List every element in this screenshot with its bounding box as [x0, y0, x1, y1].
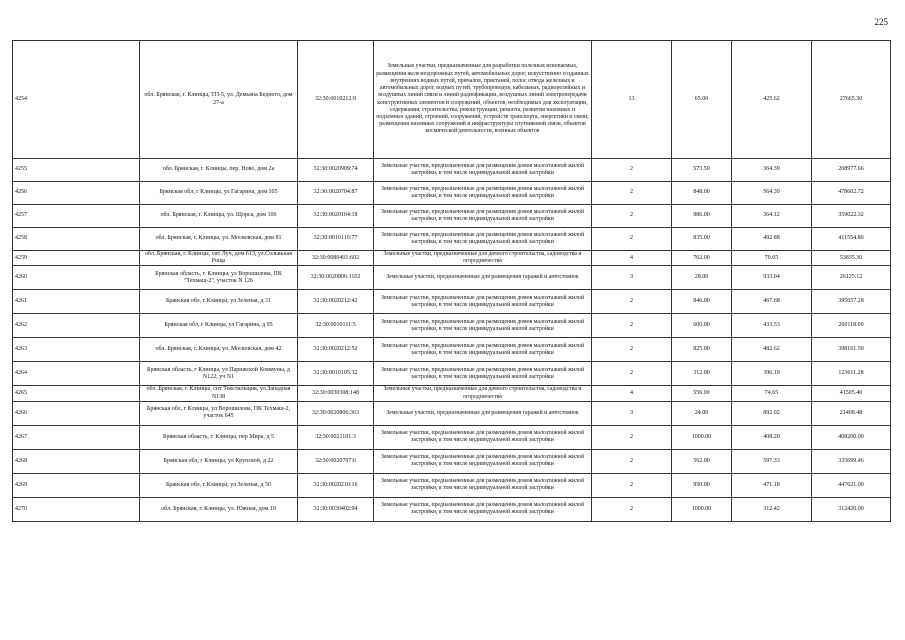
row-number: 4259	[13, 251, 140, 266]
address-cell: обл. Брянская, г. Клинцы, снт Луч, дом 613, ул.Сольвьная Роща	[140, 251, 298, 266]
land-use-cell: Земельные участки, предназначенные для размещения гаражей и автостоянок	[374, 266, 592, 290]
row-number: 4255	[13, 159, 140, 182]
area-cell: 1000.00	[672, 497, 732, 521]
area-cell: 848.00	[672, 182, 732, 205]
specific-value-cell: 396.19	[732, 362, 812, 386]
table-row	[13, 251, 891, 266]
table-row	[13, 159, 891, 182]
address-cell: Брянская область, г Клинцы, ул Парижской Коммуны, д N122, уч N1	[140, 362, 298, 386]
row-number: 4262	[13, 314, 140, 338]
cadastral-value-cell: 447621.00	[812, 473, 891, 497]
table-row	[13, 473, 891, 497]
specific-value-cell: 408.20	[732, 425, 812, 449]
land-use-cell: Земельные участки, предназначенные для размещения домов малоэтажной жилой застройки, в том числе индивидуальной жилой застройки	[374, 182, 592, 205]
table-row	[13, 205, 891, 228]
use-group-cell: 2	[592, 425, 672, 449]
table-row	[13, 41, 891, 159]
cadastral-number-cell: 32:30:0030308:148	[298, 386, 374, 401]
address-cell: обл. Брянская, г. Клинцы, ТП-5, ул. Демьяна Бедного, дом 27-а	[140, 41, 298, 159]
table-row	[13, 425, 891, 449]
specific-value-cell: 312.42	[732, 497, 812, 521]
address-cell: Брянская обл, г Клинцы, ул Гагарина, д 95	[140, 314, 298, 338]
table-row	[13, 497, 891, 521]
use-group-cell: 4	[592, 386, 672, 401]
cadastral-value-cell: 260118.00	[812, 314, 891, 338]
cadastral-number-cell: 32:30:0010212:9	[298, 41, 374, 159]
specific-value-cell: 482.62	[732, 338, 812, 362]
land-use-cell: Земельные участки, предназначенные для размещения домов малоэтажной жилой застройки, в том числе индивидуальной жилой застройки	[374, 449, 592, 473]
address-cell: Брянская обл, г Клинцы, ул Ворошилова, ПК Техмаш-2, участок 645	[140, 401, 298, 425]
use-group-cell: 2	[592, 362, 672, 386]
land-use-cell: Земельные участки, предназначенные для разработки полезных ископаемых, размещения железнодорожных путей, автомобильных дорог, искусственно созданных внутренних водных путей, причалов, пристаней, полос отвода железных и автомобильных дорог, водных путей, трубопроводов, кабельных, радиорелейных и воздушных линий связи и линий радиофикации, воздушных линий электропередачи конструктивных элементов и сооружений, объектов, необходимых для эксплуатации, содержания, строительства, реконструкции, ремонта, развития наземных и подземных зданий, строений, сооружений, устройств транспорта, энергетики и связи; размещения наземных сооружений и инфраструктуры спутниковой связи, объектов космической деятельности, военных объектов	[374, 41, 592, 159]
use-group-cell: 2	[592, 182, 672, 205]
cadastral-value-cell: 41505.40	[812, 386, 891, 401]
cadastral-number-cell: 32:30:0020909:74	[298, 159, 374, 182]
cadastral-value-cell: 26125.12	[812, 266, 891, 290]
cadastral-number-cell: 32:30:0080401:602	[298, 251, 374, 266]
row-number: 4256	[13, 182, 140, 205]
cadastral-value-cell: 408200.00	[812, 425, 891, 449]
cadastral-value-cell: 27665.30	[812, 41, 891, 159]
row-number: 4264	[13, 362, 140, 386]
land-use-cell: Земельные участки, предназначенные для размещения домов малоэтажной жилой застройки, в том числе индивидуальной жилой застройки	[374, 362, 592, 386]
address-cell: Брянская область, г. Клинцы, пер Мира, д 5	[140, 425, 298, 449]
specific-value-cell: 892.02	[732, 401, 812, 425]
row-number: 4268	[13, 449, 140, 473]
use-group-cell: 13	[592, 41, 672, 159]
specific-value-cell: 564.39	[732, 182, 812, 205]
cadastral-value-cell: 335699.46	[812, 449, 891, 473]
area-cell: 835.00	[672, 228, 732, 251]
area-cell: 950.00	[672, 473, 732, 497]
use-group-cell: 4	[592, 251, 672, 266]
use-group-cell: 2	[592, 205, 672, 228]
address-cell: Брянская обл, г Клинцы, ул Зеленая, д 50	[140, 473, 298, 497]
cadastral-value-cell: 123611.28	[812, 362, 891, 386]
land-use-cell: Земельные участки, предназначенные для дачного строительства, садоводства и огородничества	[374, 251, 592, 266]
use-group-cell: 2	[592, 228, 672, 251]
cadastral-number-cell: 32:30:0021101:3	[298, 425, 374, 449]
cadastral-number-cell: 32:30:0020806:1102	[298, 266, 374, 290]
area-cell: 825.00	[672, 338, 732, 362]
cadastral-number-cell: 32:30:0010116:77	[298, 228, 374, 251]
cadastral-number-cell: 32:30:0020806:363	[298, 401, 374, 425]
use-group-cell: 2	[592, 449, 672, 473]
land-use-cell: Земельные участки, предназначенные для размещения домов малоэтажной жилой застройки, в том числе индивидуальной жилой застройки	[374, 205, 592, 228]
cadastral-number-cell: 32:30:0020212:42	[298, 290, 374, 314]
table-row	[13, 362, 891, 386]
specific-value-cell: 364.39	[732, 159, 812, 182]
specific-value-cell: 492.88	[732, 228, 812, 251]
area-cell: 312.00	[672, 362, 732, 386]
cadastral-value-cell: 398161.50	[812, 338, 891, 362]
row-number: 4260	[13, 266, 140, 290]
specific-value-cell: 467.68	[732, 290, 812, 314]
table-row	[13, 386, 891, 401]
cadastral-number-cell: 32:30:0020104:18	[298, 205, 374, 228]
specific-value-cell: 74.65	[732, 386, 812, 401]
use-group-cell: 2	[592, 159, 672, 182]
address-cell: Брянская область, г. Клинцы, ул Ворошилова, ПК "Техмаш-2", участок N 126	[140, 266, 298, 290]
area-cell: 986.00	[672, 205, 732, 228]
use-group-cell: 2	[592, 338, 672, 362]
cadastral-value-table	[12, 40, 891, 522]
cadastral-number-cell: 32:30:0010111:5	[298, 314, 374, 338]
row-number: 4261	[13, 290, 140, 314]
cadastral-number-cell: 32:30:0010105:32	[298, 362, 374, 386]
address-cell: Брянская обл, г Клинцы, ул Крупской, д 22	[140, 449, 298, 473]
use-group-cell: 3	[592, 266, 672, 290]
specific-value-cell: 364.12	[732, 205, 812, 228]
table-row	[13, 314, 891, 338]
area-cell: 562.00	[672, 449, 732, 473]
specific-value-cell: 933.04	[732, 266, 812, 290]
address-cell: обл. Брянская, г. Клинцы, пер. Ново, дом 2а	[140, 159, 298, 182]
cadastral-value-cell: 359022.32	[812, 205, 891, 228]
row-number: 4258	[13, 228, 140, 251]
land-use-cell: Земельные участки, предназначенные для размещения домов малоэтажной жилой застройки, в том числе индивидуальной жилой застройки	[374, 290, 592, 314]
cadastral-number-cell: 32:30:0030402:94	[298, 497, 374, 521]
address-cell: обл. Брянская, г. Клинцы, ул. Щорса, дом 106	[140, 205, 298, 228]
area-cell: 556.00	[672, 386, 732, 401]
row-number: 4265	[13, 386, 140, 401]
cadastral-value-cell: 478602.72	[812, 182, 891, 205]
use-group-cell: 2	[592, 473, 672, 497]
table-row	[13, 266, 891, 290]
cadastral-number-cell: 32:30:0020210:16	[298, 473, 374, 497]
land-use-cell: Земельные участки, предназначенные для размещения домов малоэтажной жилой застройки, в том числе индивидуальной жилой застройки	[374, 497, 592, 521]
land-use-cell: Земельные участки, предназначенные для размещения домов малоэтажной жилой застройки, в том числе индивидуальной жилой застройки	[374, 338, 592, 362]
use-group-cell: 2	[592, 497, 672, 521]
land-use-cell: Земельные участки, предназначенные для дачного строительства, садоводства и огородничества	[374, 386, 592, 401]
area-cell: 573.50	[672, 159, 732, 182]
row-number: 4263	[13, 338, 140, 362]
area-cell: 1000.00	[672, 425, 732, 449]
cadastral-value-cell: 208977.66	[812, 159, 891, 182]
table-row	[13, 401, 891, 425]
row-number: 4267	[13, 425, 140, 449]
address-cell: Брянская обл, г Клинцы, ул Зеленая, д 31	[140, 290, 298, 314]
address-cell: обл. Брянская, г. Клинцы, ул. Московская, дом 42	[140, 338, 298, 362]
area-cell: 762.00	[672, 251, 732, 266]
row-number: 4269	[13, 473, 140, 497]
area-cell: 28.00	[672, 266, 732, 290]
address-cell: обл. Брянская, г. Клинцы, ул. Южная, дом 19	[140, 497, 298, 521]
address-cell: обл. Брянская, г. Клинцы, снт Текстильщик, ул.Западная N138	[140, 386, 298, 401]
table-row	[13, 290, 891, 314]
cadastral-number-cell: 32:30:0020212:52	[298, 338, 374, 362]
address-cell: обл. Брянская, г. Клинцы, ул. Московская, дом 81	[140, 228, 298, 251]
land-use-cell: Земельные участки, предназначенные для размещения домов малоэтажной жилой застройки, в том числе индивидуальной жилой застройки	[374, 314, 592, 338]
land-use-cell: Земельные участки, предназначенные для размещения домов малоэтажной жилой застройки, в том числе индивидуальной жилой застройки	[374, 473, 592, 497]
address-cell: Брянская обл, г Клинцы, ул Гагарина, дом 105	[140, 182, 298, 205]
land-use-cell: Земельные участки, предназначенные для размещения домов малоэтажной жилой застройки, в том числе индивидуальной жилой застройки	[374, 425, 592, 449]
specific-value-cell: 471.18	[732, 473, 812, 497]
cadastral-number-cell: 32:30:0020707:6	[298, 449, 374, 473]
table-row	[13, 449, 891, 473]
specific-value-cell: 433.53	[732, 314, 812, 338]
use-group-cell: 2	[592, 314, 672, 338]
table-row	[13, 228, 891, 251]
cadastral-value-cell: 53835.30	[812, 251, 891, 266]
row-number: 4270	[13, 497, 140, 521]
row-number: 4254	[13, 41, 140, 159]
specific-value-cell: 597.33	[732, 449, 812, 473]
area-cell: 600.00	[672, 314, 732, 338]
land-use-cell: Земельные участки, предназначенные для размещения домов малоэтажной жилой застройки, в том числе индивидуальной жилой застройки	[374, 228, 592, 251]
page-number: 225	[874, 17, 888, 27]
table-row	[13, 182, 891, 205]
use-group-cell: 2	[592, 290, 672, 314]
land-use-cell: Земельные участки, предназначенные для размещения домов малоэтажной жилой застройки, в том числе индивидуальной жилой застройки	[374, 159, 592, 182]
area-cell: 65.00	[672, 41, 732, 159]
cadastral-value-cell: 312420.00	[812, 497, 891, 521]
cadastral-value-cell: 411554.80	[812, 228, 891, 251]
table-row	[13, 338, 891, 362]
area-cell: 24.00	[672, 401, 732, 425]
cadastral-number-cell: 32:30:0020704:87	[298, 182, 374, 205]
area-cell: 846.00	[672, 290, 732, 314]
cadastral-value-cell: 21408.48	[812, 401, 891, 425]
use-group-cell: 3	[592, 401, 672, 425]
row-number: 4257	[13, 205, 140, 228]
row-number: 4266	[13, 401, 140, 425]
specific-value-cell: 70.65	[732, 251, 812, 266]
land-use-cell: Земельные участки, предназначенные для размещения гаражей и автостоянок	[374, 401, 592, 425]
cadastral-value-cell: 395657.28	[812, 290, 891, 314]
specific-value-cell: 425.62	[732, 41, 812, 159]
